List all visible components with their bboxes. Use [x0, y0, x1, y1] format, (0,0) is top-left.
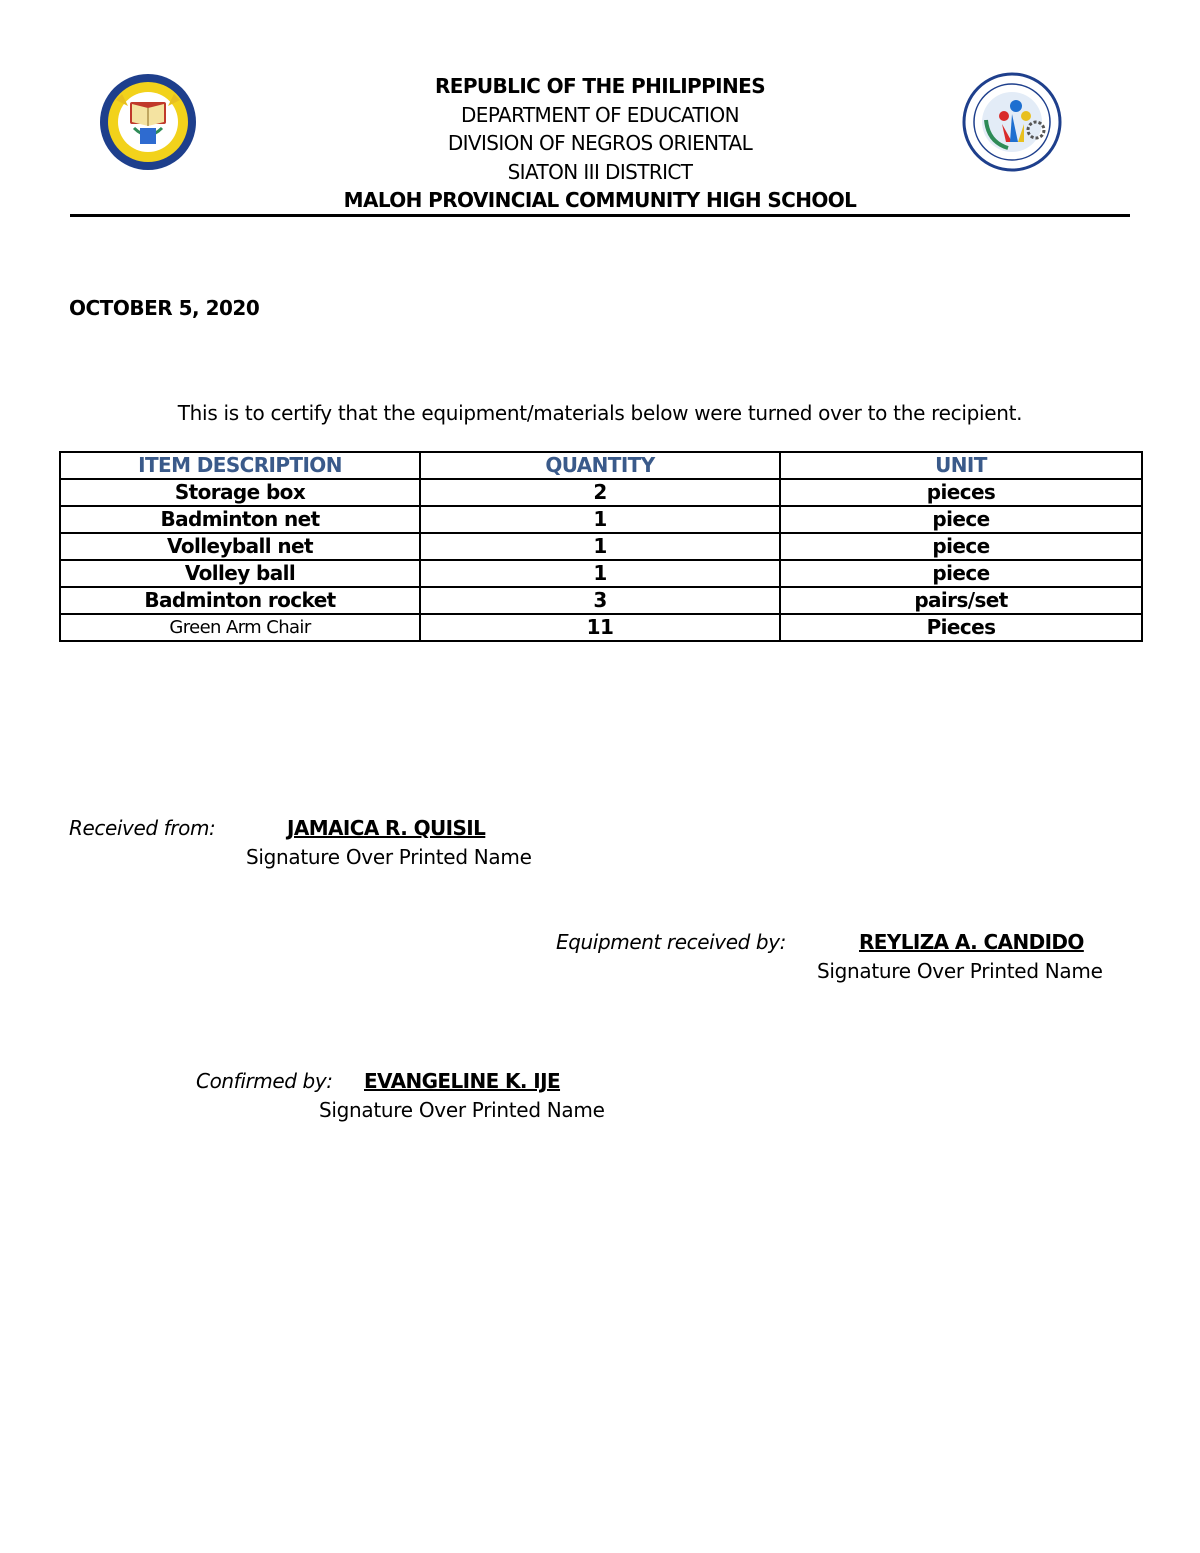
header-quantity: QUANTITY	[420, 452, 780, 479]
cell-item: Badminton rocket	[60, 587, 420, 614]
received-from-caption: Signature Over Printed Name	[246, 845, 532, 869]
table-row	[60, 587, 1142, 614]
header-republic: REPUBLIC OF THE PHILIPPINES	[434, 74, 766, 98]
items-table	[59, 451, 1143, 642]
table-row	[60, 506, 1142, 533]
table-row	[60, 479, 1142, 506]
cell-unit: Pieces	[780, 614, 1142, 641]
cell-unit: piece	[780, 533, 1142, 560]
document-date: OCTOBER 5, 2020	[69, 296, 260, 320]
school-seal-logo	[88, 72, 208, 172]
header-item-description: ITEM DESCRIPTION	[60, 452, 420, 479]
cell-unit: pieces	[780, 479, 1142, 506]
cell-item: Badminton net	[60, 506, 420, 533]
deped-seal-logo	[952, 72, 1072, 172]
received-by-label: Equipment received by:	[556, 930, 786, 954]
letterhead	[300, 72, 900, 215]
cell-unit: piece	[780, 560, 1142, 587]
header-department: DEPARTMENT OF EDUCATION	[461, 102, 739, 127]
confirmed-by-caption: Signature Over Printed Name	[319, 1098, 605, 1122]
header-district: SIATON III DISTRICT	[507, 159, 693, 184]
received-by-caption: Signature Over Printed Name	[817, 959, 1103, 983]
header-divider	[70, 214, 1130, 217]
header-school: MALOH PROVINCIAL COMMUNITY HIGH SCHOOL	[343, 188, 857, 212]
received-from-label: Received from:	[69, 816, 216, 840]
header-unit: UNIT	[780, 452, 1142, 479]
cell-item: Volley ball	[60, 560, 420, 587]
cell-unit: pairs/set	[780, 587, 1142, 614]
cell-quantity: 1	[420, 560, 780, 587]
cell-item: Storage box	[60, 479, 420, 506]
cell-quantity: 2	[420, 479, 780, 506]
table-row	[60, 560, 1142, 587]
header-division: DIVISION OF NEGROS ORIENTAL	[447, 131, 753, 155]
table-header-row	[60, 452, 1142, 479]
confirmed-by-name: EVANGELINE K. IJE	[364, 1069, 561, 1093]
certification-text: This is to certify that the equipment/materials below were turned over to the recipient.	[177, 401, 1023, 425]
cell-item: Green Arm Chair	[60, 614, 420, 641]
cell-quantity: 1	[420, 533, 780, 560]
received-by-name: REYLIZA A. CANDIDO	[859, 930, 1084, 954]
cell-item: Volleyball net	[60, 533, 420, 560]
cell-quantity: 1	[420, 506, 780, 533]
received-from-name: JAMAICA R. QUISIL	[287, 816, 486, 840]
cell-unit: piece	[780, 506, 1142, 533]
cell-quantity: 11	[420, 614, 780, 641]
cell-quantity: 3	[420, 587, 780, 614]
table-row	[60, 614, 1142, 641]
confirmed-by-label: Confirmed by:	[196, 1069, 333, 1093]
table-row	[60, 533, 1142, 560]
